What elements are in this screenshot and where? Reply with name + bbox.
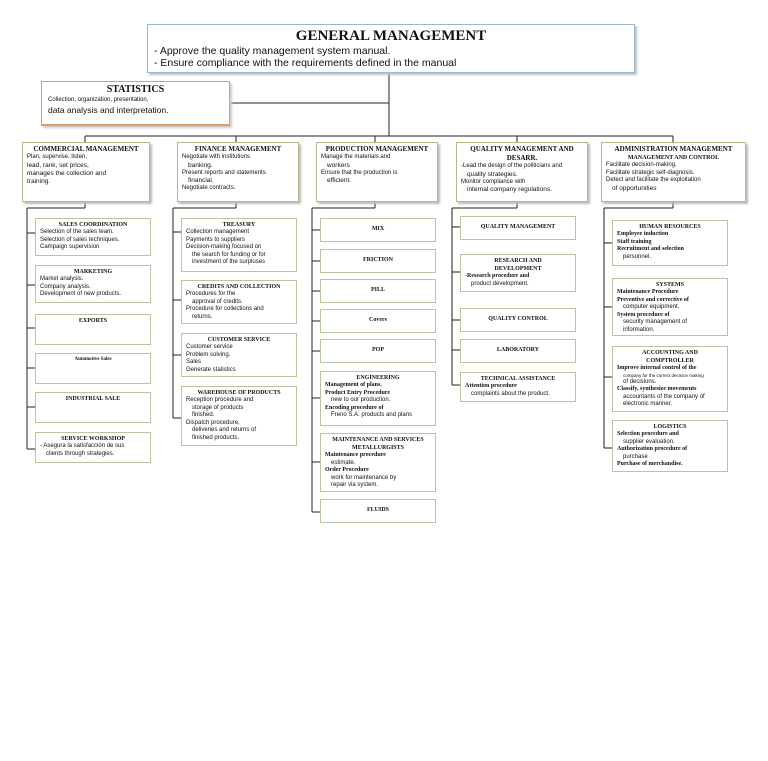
treasury-box [181, 218, 297, 272]
marketing-line: Development of new products. [40, 291, 122, 297]
engineering-title: ENGINEERING [356, 375, 400, 381]
commercial-line: training. [27, 177, 51, 185]
general-management-line-2: - Ensure compliance with the requirements defined in the manual [154, 57, 457, 69]
warehouse-line: deliveries and returns of [192, 427, 257, 433]
quality-control-box [460, 308, 576, 332]
general-management-line-1: - Approve the quality management system manual. [154, 45, 391, 57]
administration-line: Detect and facilitate the exploitation [606, 177, 701, 183]
technical-assistance-box [460, 372, 576, 402]
warehouse-line: storage of products [192, 404, 244, 411]
credits-line: Procedure for collections and [186, 306, 264, 312]
administration-management-box [601, 142, 746, 202]
pop-box [320, 339, 436, 363]
systems-line: Maintenance Procedure [617, 289, 679, 295]
mix-box [320, 218, 436, 242]
credits-collection-title: CREDITS AND COLLECTION [197, 284, 281, 290]
statistics-title: STATISTICS [106, 84, 165, 95]
quality-control-title: QUALITY CONTROL [488, 316, 548, 322]
marketing-line: Market analysis. [40, 276, 84, 282]
production-line: workers [327, 161, 350, 169]
warehouse-products-title: WAREHOUSE OF PRODUCTS [197, 390, 281, 396]
logistics-line: Selection procedure and [617, 431, 679, 437]
accounting-comptroller-title: ACCOUNTING AND [642, 350, 698, 356]
research-development-box [460, 254, 576, 292]
systems-box [612, 278, 728, 336]
maintenance-line: Order Procedure [325, 467, 369, 473]
finance-line: financial. [188, 177, 214, 184]
engineering-line: new to our production. [331, 397, 391, 403]
production-line: efficient. [327, 177, 352, 184]
covers-title: Covers [369, 317, 387, 323]
general-management-title: GENERAL MANAGEMENT [295, 28, 487, 44]
service-line: clients through strategies. [46, 450, 115, 457]
systems-line: computer equipment. [623, 304, 680, 310]
hr-line: Staff training [617, 238, 652, 245]
finance-line: Negotiate contracts. [182, 185, 236, 191]
industrial-sale-box [35, 392, 151, 423]
mix-title: MIX [371, 226, 385, 232]
production-line: Manage the materials and [321, 154, 391, 160]
quality-management-title: QUALITY MANAGEMENT AND [470, 145, 574, 153]
systems-line: System procedure of [617, 311, 670, 318]
warehouse-line: Dispatch procedure, [186, 419, 240, 426]
accounting-line: electronic manner. [623, 401, 673, 407]
credits-line: returns. [192, 313, 213, 320]
accounting-line: company for the correct decision making [623, 372, 704, 378]
pill-title: PILL [370, 287, 385, 293]
quality-management-sub-title: QUALITY MANAGEMENT [480, 224, 556, 230]
engineering-box [320, 371, 436, 426]
systems-title: SYSTEMS [655, 282, 684, 288]
customer-line: Problem solving. [186, 351, 231, 358]
hr-line: Employee induction [617, 231, 669, 237]
commercial-management-box [22, 142, 150, 202]
quality-line: Monitor compliance with [461, 178, 526, 185]
treasury-line: the search for funding or for [192, 251, 266, 258]
statistics-line-2: data analysis and interpretation. [48, 105, 169, 115]
quality-management-box [456, 142, 588, 202]
treasury-line: Payments to suppliers [186, 236, 246, 243]
maintenance-services-box [320, 433, 436, 492]
service-workshop-box [35, 432, 151, 463]
automotive-sales-title: Automotive Sales [74, 357, 112, 362]
systems-line: security management of [623, 319, 688, 325]
finance-management-title: FINANCE MANAGEMENT [194, 145, 282, 153]
accounting-comptroller-box [612, 346, 728, 412]
pop-title: POP [372, 347, 384, 353]
engineering-line: Encoding procedure of [325, 404, 384, 411]
sales-coordination-box [35, 218, 151, 256]
accounting-line: Classify, synthesize movements [617, 386, 697, 392]
statistics-line-1: Collection, organization, presentation, [48, 97, 149, 103]
general-management-box [147, 24, 635, 73]
rd-line: product development. [471, 280, 529, 287]
exports-box [35, 314, 151, 345]
pill-box [320, 279, 436, 303]
tech-line: complaints about the product. [471, 390, 550, 397]
finance-line: Negotiate with institutions [182, 154, 251, 160]
rd-line: -Research procedure and [465, 273, 530, 279]
customer-service-box [181, 333, 297, 377]
engineering-line: Management of plans. [325, 382, 382, 388]
maintenance-services-title: MAINTENANCE AND SERVICES [332, 437, 424, 443]
credits-line: approval of credits. [192, 298, 243, 305]
quality-management-title-2: DESARR. [506, 154, 538, 162]
research-development-title: RESEARCH AND [494, 258, 542, 264]
industrial-sale-title: INDUSTRIAL SALE [65, 396, 121, 402]
customer-service-title: CUSTOMER SERVICE [207, 337, 271, 343]
administration-management-title: ADMINISTRATION MANAGEMENT [614, 145, 733, 153]
human-resources-box [612, 220, 728, 266]
exports-title: EXPORTS [78, 318, 108, 324]
technical-assistance-title: TECHNICAL ASSISTANCE [480, 376, 556, 382]
accounting-line: of decisions. [623, 378, 657, 385]
quality-management-sub-box [460, 216, 576, 240]
administration-management-subtitle: MANAGEMENT AND CONTROL [627, 155, 720, 161]
quality-line: -Lead the design of the politicians and [461, 163, 563, 169]
systems-line: information. [623, 326, 655, 333]
finance-line: banking. [188, 161, 213, 169]
engineering-line: Freno S.A. products and plans [331, 412, 413, 418]
customer-line: Sales [186, 359, 202, 365]
credits-collection-box [181, 280, 297, 324]
credits-line: Procedures for the [186, 291, 236, 297]
marketing-line: Company analysis. [40, 283, 91, 290]
finance-management-box [177, 142, 299, 202]
hr-line: personnel. [623, 253, 652, 260]
sales-coordination-title: SALES COORDINATION [58, 222, 128, 228]
marketing-title: MARKETING [73, 269, 113, 275]
production-management-title: PRODUCTION MANAGEMENT [325, 145, 429, 153]
sales-line: Selection of sales techniques. [40, 236, 120, 243]
production-management-box [316, 142, 438, 202]
logistics-line: supplier evaluation. [623, 438, 675, 445]
logistics-box [612, 420, 728, 472]
administration-line: Facilitate decision-making. [606, 162, 677, 168]
tech-line: Attention procedure [465, 383, 517, 389]
research-development-title-2: DEVELOPMENT [494, 266, 542, 272]
administration-line: of opportunities [612, 184, 657, 192]
treasury-title: TREASURY [222, 222, 256, 228]
customer-line: Generate statistics [186, 366, 236, 373]
logistics-line: Authorization procedure of [617, 446, 688, 452]
laboratory-box [460, 339, 576, 363]
warehouse-products-box [181, 386, 297, 446]
automotive-sales-box [35, 353, 151, 384]
customer-line: Customer service [186, 344, 233, 350]
warehouse-line: Reception procedure and [186, 397, 254, 403]
maintenance-line: repair via system. [331, 482, 379, 488]
friction-box [320, 249, 436, 273]
maintenance-line: estimate. [331, 459, 356, 466]
treasury-line: Collection management [186, 229, 250, 235]
accounting-line: accountants of the company of [623, 393, 705, 400]
warehouse-line: finished. [192, 412, 215, 418]
treasury-line: investment of the surpluses [192, 259, 266, 265]
maintenance-line: Maintenance procedure [325, 452, 386, 458]
service-workshop-title: SERVICE WORKSHOP [61, 436, 125, 442]
commercial-line: manages the collection and [27, 169, 107, 177]
commercial-line: lead, rank, set prices, [27, 161, 89, 169]
maintenance-line: work for maintenance by [331, 474, 397, 481]
administration-line: Facilitate strategic self-diagnosis. [606, 169, 695, 176]
warehouse-line: finished products. [192, 434, 240, 441]
marketing-box [35, 265, 151, 303]
statistics-box [41, 81, 230, 126]
human-resources-title: HUMAN RESOURCES [639, 224, 701, 230]
sales-line: Selection of the sales team. [40, 229, 114, 235]
hr-line: Recruitment and selection [617, 246, 684, 252]
engineering-line: Product Entry Procedure [325, 389, 390, 396]
accounting-line: Improve internal control of the [617, 365, 697, 371]
quality-line: internal company regulations. [467, 186, 552, 193]
treasury-line: Decision-making focused on [186, 244, 262, 250]
commercial-management-title: COMMERCIAL MANAGEMENT [33, 145, 139, 153]
logistics-title: LOGISTICS [653, 424, 687, 430]
friction-title: FRICTION [362, 257, 393, 263]
quality-line: quality strategies. [467, 170, 518, 178]
logistics-line: purchase [623, 453, 648, 460]
sales-line: Campaign supervision [40, 244, 100, 250]
logistics-line: Purchase of merchandise. [617, 461, 683, 467]
commercial-line: Plan, supervise, listen, [27, 154, 88, 160]
production-line: Ensure that the production is [321, 169, 398, 176]
fluids-title: FLUIDS [366, 507, 389, 513]
accounting-comptroller-title-2: COMPTROLLER [646, 358, 694, 364]
laboratory-title: LABORATORY [496, 347, 540, 353]
systems-line: Preventive and corrective of [617, 296, 689, 303]
maintenance-services-title-2: METALLURGISTS [352, 445, 404, 451]
service-line: - Asegura la satisfacción de sus [40, 443, 125, 449]
finance-line: Present reports and statements [182, 169, 266, 176]
fluids-box [320, 499, 436, 523]
covers-box [320, 309, 436, 333]
